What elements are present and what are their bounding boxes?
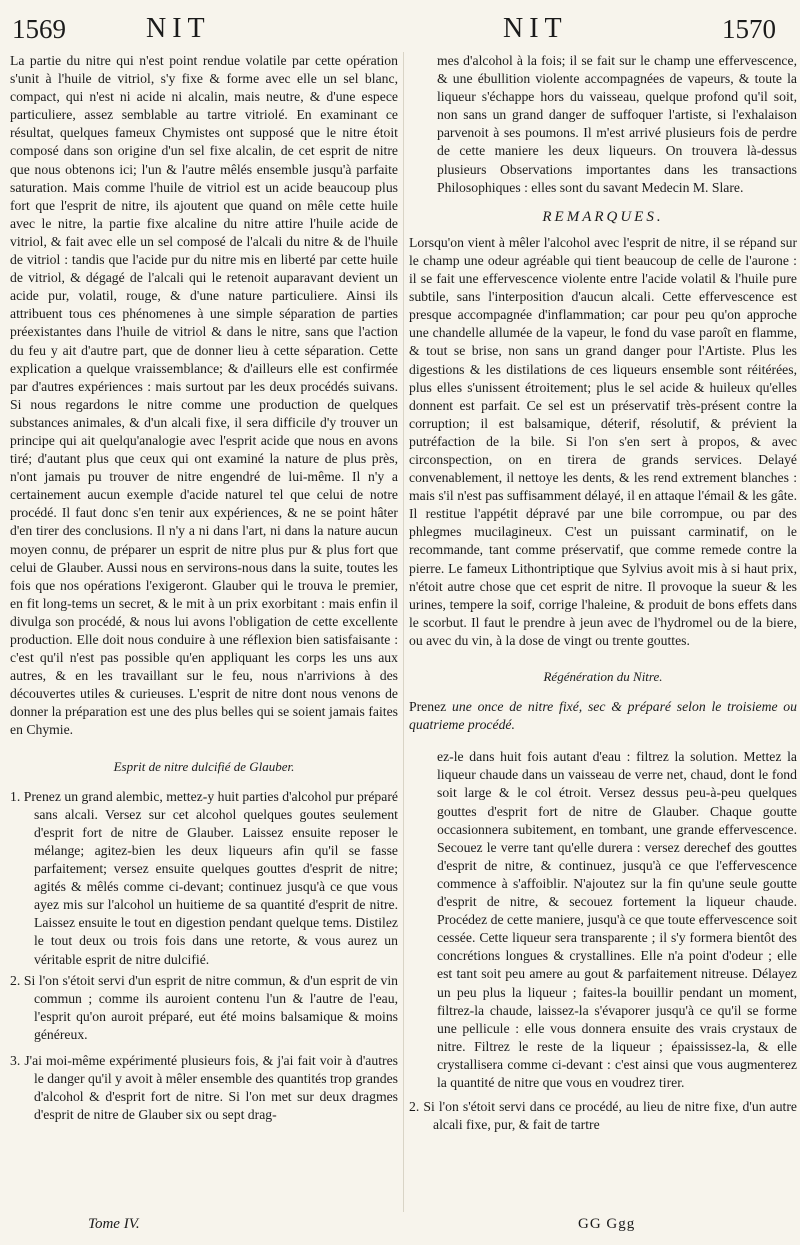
numbered-item-1: 1. Prenez un grand alembic, mettez-y huit parties d'alcohol pur préparé sans alcali. Versez sur cet alcohol quelques goutes seulement d'esprit fort de nitre de Glauber. Laissez ensuite reposer le mélange; agitez-bien les deux liqueurs afin qu'il se fasse parfaitement; versez ensuite quelques gouttes d'esprit de nitre; agités & mêlés comme ci-devant; continuez jusqu'à ce que vous ayez mis sur l'alcohol un huitieme de sa quantité d'esprit de nitre. Laissez ensuite le tout en digestion pendant quelque tems. Distilez le tout deux ou trois fois dans une retorte, & vous aurez un véritable esprit de nitre dulcifié. xyxy=(10,788,398,967)
right-continuation-text: mes d'alcohol à la fois; il se fait sur le champ une effervescence, & une ébullition violente accompagnées de vapeurs, & toute la liqueur s'échappe hors du vaisseau, quelque profond qu'il soit, non sans un grand danger de suffoquer l'artiste, si l'exhalaison parvenoit à ses poumons. Il m'est arrivé plusieurs fois de perdre de cette maniere les deux liqueurs. On trouvera là-dessus plusieurs Observations importantes dans les transactions Philosophiques : elles sont du savant Medecin M. Slare. xyxy=(437,53,797,195)
regeneration-text: ez-le dans huit fois autant d'eau : filtrez la solution. Mettez la liqueur chaude dans un vaisseau de verre net, chaud, dont le fond soit large & le col étroit. Versez dessus peu-à-peu quelques gouttes d'esprit fort de nitre de Glauber. Chaque goutte occasionnera subitement, en tombant, une grande effervescence. Secouez le verre tant qu'elle durera : versez derechef des gouttes d'esprit de nitre, & continuez, jusqu'à ce que l'effervescence commence à s'affoiblir. N'ajoutez sur la fin qu'une seule goutte d'esprit de nitre, & secouez fortement la liqueur chaude. Procédez de cette maniere, jusqu'à ce que toute effervescence soit cessée. Cette liqueur sera transparente ; il s'y formera bientôt des concrétions longues & crystallines. Elle n'a point d'odeur ; elle est tant soit peu amere au gout & parfaitement nitreuse. Délayez un peu plus la liqueur ; faites-la bouillir pendant un moment, filtrez-la chaude, laissez-la s'évaporer jusqu'à ce qu'il se forme une pellicule : elle vous donnera ensuite des vrais crystaux de nitre. Filtrez le reste de la liqueur ; épaississez-la, & elle crystallisera comme ci-devant : c'est ainsi que vous augmenterez la quantité de nitre que vous en voudrez tirer. xyxy=(437,749,797,1090)
column-divider xyxy=(403,52,404,1212)
remarques-text: Lorsqu'on vient à mêler l'alcohol avec l'esprit de nitre, il se répand sur le champ une odeur agréable qui tient beaucoup de celle de l'aurone : il se fait une effervescence violente entre l'acide volatil & l'huile pure subtile, sans l'interposition d'aucun alcali. Cette effervescence est presque accompagnée d'inflammation; car pour peu qu'on approche une chandelle allumée de la vapeur, le fond du vase paroît en flamme, & tout se brise, non sans un grand danger pour l'Artiste. Plus les digestions & les distilations de ces liqueurs ensemble sont réitérées, plus elles s'unissent étroitement; plus le sel acide & huileux qu'elles donnent est parfait. Ce sel est un préservatif très-présent contre la corruption; il est balsamique, déterif, résolutif, & prévient la putréfaction de la bile. Si l'on s'en sert à propos, & avec circonspection, on en tirera de grands services. Delayé convenablement, il nettoye les dents, & les rend extrement blanches : mais s'il n'est pas suffisamment délayé, il en attaque l'émail & les gâte. Il restitue l'appétit dépravé par une bile corrompue, ou par des phlegmes mucilagineux. C'est un puissant carminatif, on le recommande, tant comme préservatif, que comme remede contre la pierre. Le fameux Lithontriptique que Sylvius avoit mis à si haut prix, n'étoit autre chose que cet esprit de nitre. Il provoque la sueur & les urines, tempere la soif, corrige l'haleine, & produit de bons effets dans le scorbut. Il faut le prendre à jeun avec de l'hydromel ou de la biere, ou avec du vin, à la dose de vingt ou trente gouttes. xyxy=(409,234,797,648)
prenez-italic: une once de nitre fixé, sec & préparé selon le troisieme ou quatrieme procédé. xyxy=(409,699,797,733)
footer-signature: GG Ggg xyxy=(578,1216,636,1232)
prenez-paragraph xyxy=(409,698,797,734)
right-numbered-item-2: 2. Si l'on s'étoit servi dans ce procédé, au lieu de nitre fixe, d'un autre alcali fixe, pur, & fait de tartre xyxy=(409,1099,797,1133)
prenez-lead: Prenez xyxy=(409,699,447,715)
section-title-glauber: Esprit de nitre dulcifié de Glauber. xyxy=(113,758,295,774)
remarques-title: REMARQUES. xyxy=(542,208,664,225)
footer-volume: Tome IV. xyxy=(88,1216,140,1232)
left-column xyxy=(10,52,398,1124)
running-head-right: NIT xyxy=(503,13,568,44)
left-body-text: La partie du nitre qui n'est point rendue volatile par cette opération s'unit à l'huile de vitriol, s'y fixe & forme avec elle un sel blanc, compact, qui n'est ni acide ni alcalin, mais neutre, & d'une espece particuliere, assez semblable au tartre vitriolé. En examinant ce résultat, quelques fameux Chymistes ont supposé que le nitre étoit composé dans son origine d'un sel fixe alcalin, de cet esprit de nitre que nous obtenons ici; l'un & l'autre mêlés ensemble jusqu'à parfaite saturation. Mais comme l'huile de vitriol est un acide beaucoup plus fort que l'esprit de nitre, ils ajoutent que quand on mêle cette huile avec le nitre, la partie fixe alcaline du nitre attire l'huile acide de vitriol, & fait avec elle un sel composé de l'alcali du nitre & de l'huile de vitriol : tandis que l'acide pur du nitre mis en liberté par cette huile de vitriol, & dégagé de l'alcali qui le retenoit auparavant devient un acide pur, volatil, rouge, & d'une nature particuliere. Ainsi ils attribuent tous ces phénomenes à une simple séparation de parties préexistantes dans l'huile de vitriol & dans le nitre, sans que l'action du feu y ait d'autre part, que de donner lieu à cette séparation. Cette explication a quelque vraissemblance; & d'ailleurs elle est confirmée par d'autres expériences : mais surtout par les deux procédés suivans. Si nous regardons le nitre comme une production de quelques substances animales, & d'un alcali fixe, il sera difficile d'y trouver un principe qui ait quelqu'analogie avec l'esprit acide que nous en avons tiré; d'autant plus que ceux qui ont examiné la nature de plus près, n'ont jamais pu trouver de nitre engendré de lui-même. Il n'y a certainement aucun exemple d'acide naturel tel que celui de notre procédé. Il faut donc s'en tenir aux expériences, & ne se point hâter d'en tirer des conclusions. Il n'y a ni dans l'art, ni dans la nature aucun moyen connu, de préparer un esprit de nitre plus pur & plus fort que celui de Glauber. Aussi nous en servirons-nous dans la suite, toutes les fois que nos opérations l'exigeront. Glauber qui le trouva le premier, en fit long-tems un secret, & le mit à un prix exorbitant : mais enfin il divulga son procédé, & nous lui avons l'obligation de cette excellente production. Elle doit nous conduire à une réflexion bien satisfaisante : c'est qu'il n'est pas possible qu'en appliquant les corps les uns aux autres, & en les travaillant sur le feu, nous n'arrivions à des découvertes utiles & curieuses. L'esprit de nitre dont nous venons de donner la préparation est une des plus belles qui se soient jamais faites en Chymie. xyxy=(10,53,398,738)
right-column xyxy=(409,52,797,1134)
page-number-right: 1570 xyxy=(722,14,776,44)
numbered-item-2: 2. Si l'on s'étoit servi d'un esprit de nitre commun, & d'un esprit de vin commun ; comme ils auroient contenu l'un & l'autre de l'eau, l'esprit qu'on auroit préparé, eut été moins balsamique & moins généreux. xyxy=(10,972,398,1042)
numbered-item-3: 3. J'ai moi-même expérimenté plusieurs fois, & j'ai fait voir à d'autres le danger qu'il y avoit à mêler ensemble des quantités trop grandes d'alcohol & d'esprit fort de nitre. Si l'on met sur deux dragmes d'esprit de nitre de Glauber six ou sept drag- xyxy=(10,1052,398,1123)
page-number-left: 1569 xyxy=(12,14,66,44)
running-head-left: NIT xyxy=(146,13,211,44)
regeneration-title: Régénération du Nitre. xyxy=(543,669,663,684)
